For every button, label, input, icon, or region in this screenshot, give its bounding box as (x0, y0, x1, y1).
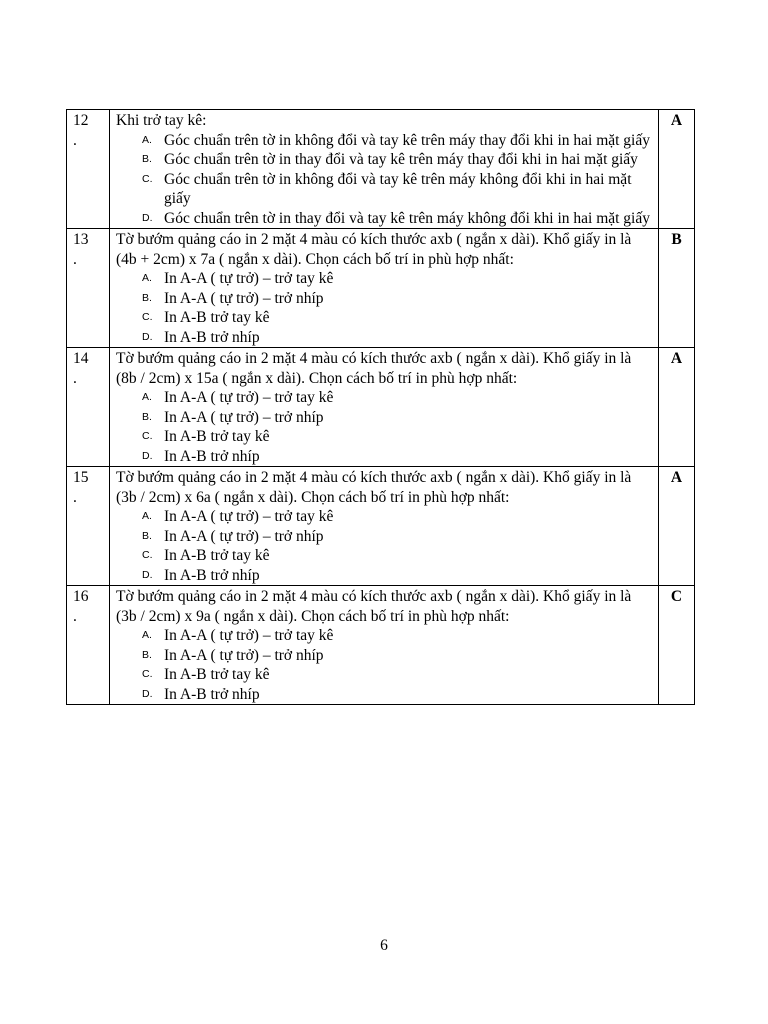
option-text: Góc chuẩn trên tờ in thay đổi và tay kê trên máy thay đổi khi in hai mặt giấy (164, 151, 638, 168)
option-letter: A. (142, 391, 152, 403)
option-item (116, 131, 654, 151)
option-item (116, 209, 654, 229)
option-item (116, 289, 654, 309)
option-item (116, 566, 654, 586)
option-item (116, 507, 654, 527)
option-letter: D. (142, 211, 153, 224)
option-item (116, 546, 654, 566)
option-list (116, 626, 654, 704)
question-table-body (67, 110, 695, 705)
question-number: 12 (73, 112, 89, 129)
option-list (116, 269, 654, 347)
option-text: Góc chuẩn trên tờ in không đổi và tay kê trên máy thay đổi khi in hai mặt giấy (164, 131, 650, 149)
option-letter: A. (142, 133, 152, 146)
question-number-cell (67, 110, 110, 229)
question-content-cell (110, 586, 659, 705)
option-letter: B. (142, 529, 152, 542)
question-stem: Tờ bướm quảng cáo in 2 mặt 4 màu có kích thước axb ( ngắn x dài). Khổ giấy in là (3b / 2cm) x 6a ( ngắn x dài). Chọn cách bố trí in phù hợp nhất: (116, 469, 632, 506)
option-letter: A. (142, 272, 152, 284)
question-content-cell (110, 229, 659, 348)
option-text: In A-B trở tay kê (164, 547, 270, 564)
question-content-cell (110, 110, 659, 229)
option-item (116, 408, 654, 428)
option-item (116, 308, 654, 328)
option-item (116, 170, 654, 209)
option-item (116, 427, 654, 447)
question-content-cell (110, 348, 659, 467)
answer-cell: A (659, 348, 695, 467)
page-number: 6 (380, 937, 388, 954)
question-content-cell (110, 467, 659, 586)
option-item (116, 626, 654, 646)
option-text: Góc chuẩn trên tờ in thay đổi và tay kê trên máy không đổi khi in hai mặt giấy (164, 209, 650, 227)
question-number-cell (67, 348, 110, 467)
question-stem: Tờ bướm quảng cáo in 2 mặt 4 màu có kích thước axb ( ngắn x dài). Khổ giấy in là (4b + 2cm) x 7a ( ngắn x dài). Chọn cách bố trí in phù hợp nhất: (116, 231, 632, 268)
option-text: In A-A ( tự trở) – trở nhíp (164, 646, 324, 664)
question-stem: Tờ bướm quảng cáo in 2 mặt 4 màu có kích thước axb ( ngắn x dài). Khổ giấy in là (8b / 2cm) x 15a ( ngắn x dài). Chọn cách bố trí in phù hợp nhất: (116, 350, 632, 387)
option-letter: C. (142, 311, 153, 323)
option-letter: C. (142, 549, 153, 561)
question-table (66, 109, 695, 705)
option-item (116, 527, 654, 547)
option-letter: C. (142, 430, 153, 442)
question-row (67, 586, 695, 705)
option-text: In A-B trở nhíp (164, 566, 260, 584)
option-text: In A-A ( tự trở) – trở tay kê (164, 627, 334, 644)
question-number-dot: . (73, 250, 77, 268)
option-text: In A-A ( tự trở) – trở nhíp (164, 289, 324, 307)
answer-cell: A (659, 110, 695, 229)
question-number-cell (67, 229, 110, 348)
option-item (116, 388, 654, 408)
option-item (116, 447, 654, 467)
option-item (116, 665, 654, 685)
option-item (116, 685, 654, 705)
option-letter: C. (142, 172, 153, 185)
question-number-dot: . (73, 607, 77, 625)
answer-cell: B (659, 229, 695, 348)
option-text: In A-A ( tự trở) – trở nhíp (164, 408, 324, 426)
option-item (116, 150, 654, 170)
option-text: In A-A ( tự trở) – trở nhíp (164, 527, 324, 545)
question-number: 14 (73, 350, 89, 367)
option-letter: B. (142, 410, 152, 423)
question-row (67, 229, 695, 348)
option-text: In A-B trở nhíp (164, 685, 260, 703)
question-row (67, 110, 695, 229)
option-text: In A-B trở nhíp (164, 328, 260, 346)
option-text: In A-B trở tay kê (164, 428, 270, 445)
option-letter: C. (142, 668, 153, 680)
question-row (67, 467, 695, 586)
option-letter: B. (142, 648, 152, 661)
question-row (67, 348, 695, 467)
question-stem: Tờ bướm quảng cáo in 2 mặt 4 màu có kích thước axb ( ngắn x dài). Khổ giấy in là (3b / 2cm) x 9a ( ngắn x dài). Chọn cách bố trí in phù hợp nhất: (116, 588, 632, 625)
option-text: In A-A ( tự trở) – trở tay kê (164, 508, 334, 525)
question-number-cell (67, 586, 110, 705)
question-number-cell (67, 467, 110, 586)
question-number: 13 (73, 231, 89, 248)
option-text: In A-B trở nhíp (164, 447, 260, 465)
option-letter: A. (142, 629, 152, 641)
question-number-dot: . (73, 488, 77, 506)
question-number: 15 (73, 469, 89, 486)
question-stem: Khi trở tay kê: (116, 112, 207, 129)
option-letter: D. (142, 449, 153, 462)
option-text: In A-A ( tự trở) – trở tay kê (164, 270, 334, 287)
option-list (116, 131, 654, 229)
option-text: In A-A ( tự trở) – trở tay kê (164, 389, 334, 406)
option-item (116, 328, 654, 348)
answer-cell: C (659, 586, 695, 705)
option-letter: B. (142, 153, 152, 165)
option-letter: B. (142, 291, 152, 304)
option-text: In A-B trở tay kê (164, 309, 270, 326)
question-number-dot: . (73, 131, 77, 149)
option-list (116, 388, 654, 466)
option-text: In A-B trở tay kê (164, 666, 270, 683)
option-letter: D. (142, 687, 153, 700)
question-number-dot: . (73, 369, 77, 387)
option-letter: D. (142, 330, 153, 343)
option-text: Góc chuẩn trên tờ in không đổi và tay kê trên máy không đổi khi in hai mặt giấy (164, 170, 632, 207)
answer-cell: A (659, 467, 695, 586)
option-item (116, 269, 654, 289)
question-number: 16 (73, 588, 89, 605)
option-letter: A. (142, 510, 152, 522)
option-item (116, 646, 654, 666)
option-list (116, 507, 654, 585)
option-letter: D. (142, 568, 153, 581)
